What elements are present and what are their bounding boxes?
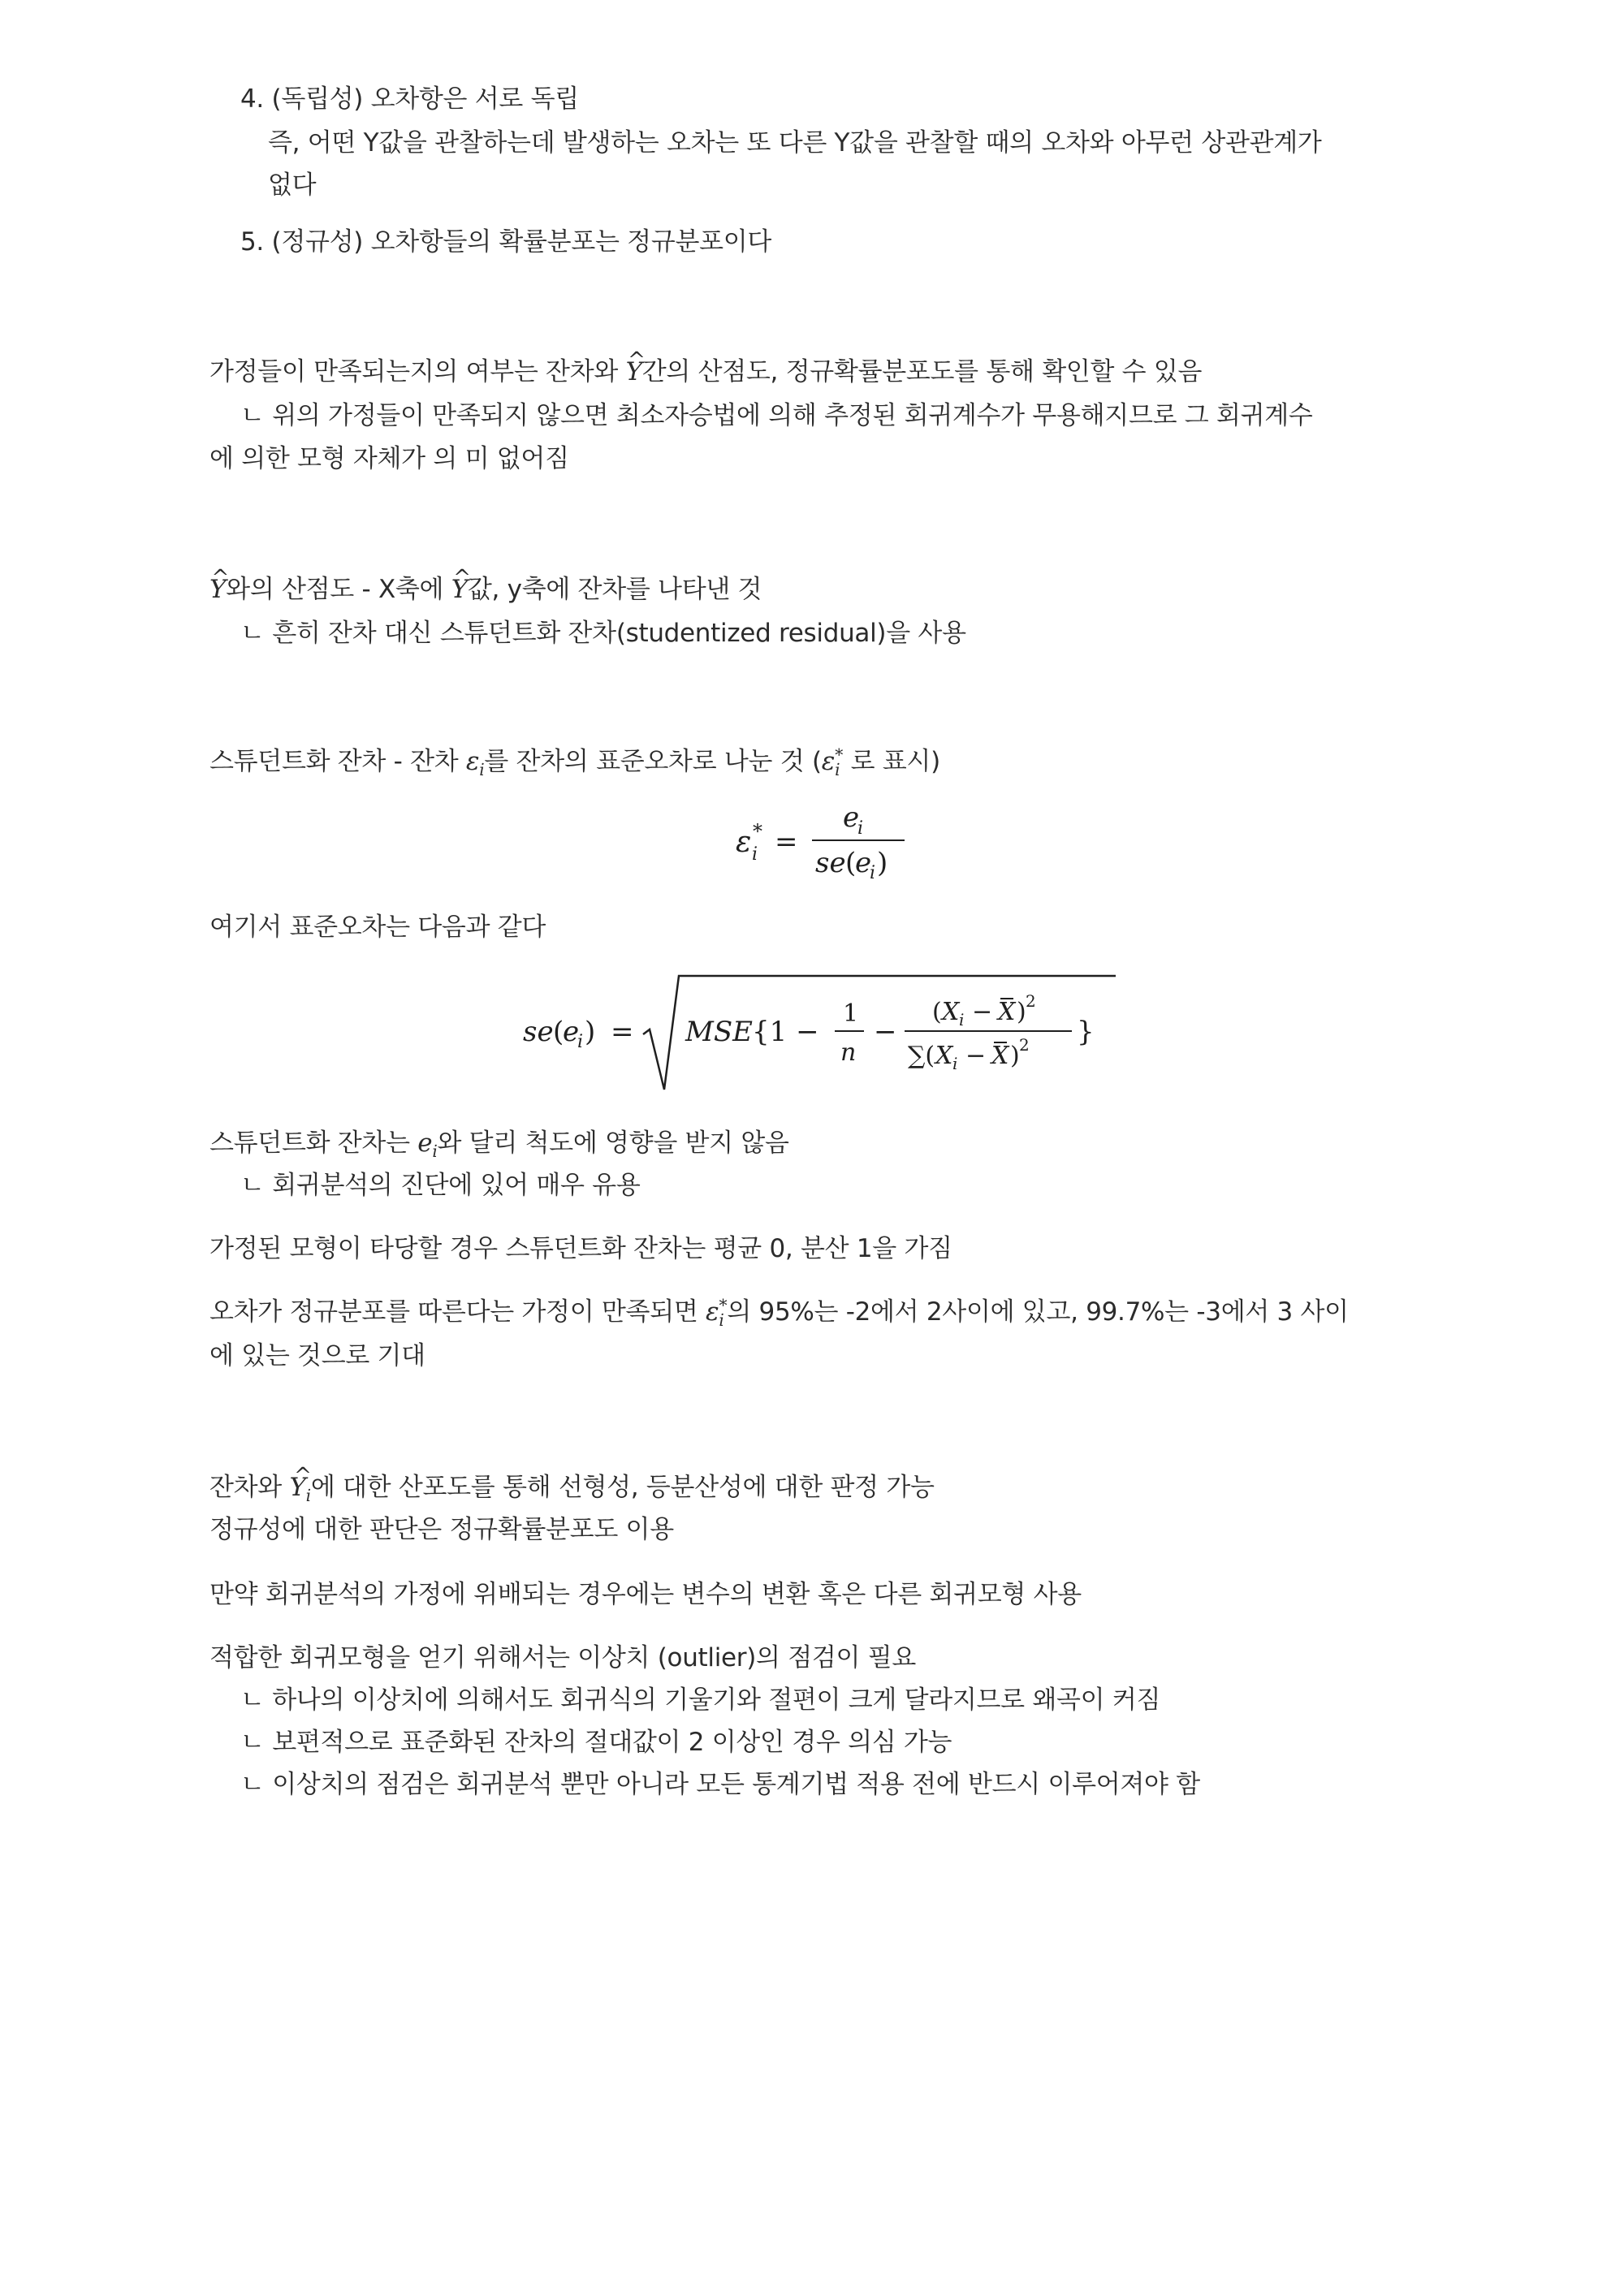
y-hat-symbol: ^ Y <box>626 356 642 388</box>
scatter-definition: ^ Y와의 산점도 - X축에 ^ Y값, y축에 잔차를 나타낸 것 <box>209 573 762 606</box>
svg-text:se: se <box>523 1016 554 1048</box>
violation-note: 만약 회귀분석의 가정에 위배되는 경우에는 변수의 변환 혹은 다른 회귀모형 사용 <box>209 1580 1082 1609</box>
svg-text:−: − <box>972 998 993 1026</box>
judgement-linearity: 잔차와 ^ $Y_i$에 대한 산포도를 통해 선형성, 등분산성에 대한 판정 가능 <box>209 1471 935 1504</box>
svg-text:se: se <box>815 847 846 879</box>
svg-text:=: = <box>611 1016 634 1048</box>
assumption-5-title: 5. (정규성) 오차항들의 확률분포는 정규분포이다 <box>240 227 772 257</box>
y-hat-symbol: ^ Y <box>451 573 468 606</box>
standard-error-intro: 여기서 표준오차는 다음과 같다 <box>209 913 546 942</box>
studentized-residual-formula <box>731 797 918 887</box>
assumption-4-body-cont: 없다 <box>268 170 317 200</box>
normal-range-note-cont: 에 있는 것으로 기대 <box>209 1341 425 1370</box>
studentized-definition: 스튜던트화 잔차 - 잔차 $\varepsilon_i$를 잔차의 표준오차로 나눈 것 ($\varepsilon_i^*$ 로 표시) <box>209 744 940 780</box>
mean-variance-note: 가정된 모형이 타당할 경우 스튜던트화 잔차는 평균 0, 분산 1을 가짐 <box>209 1234 952 1263</box>
scale-invariance-note: 스튜던트화 잔차는 $e_i$와 달리 척도에 영향을 받지 않음 <box>209 1129 789 1162</box>
svg-text:i: i <box>952 1054 958 1073</box>
svg-text:∑(: ∑( <box>908 1042 935 1070</box>
svg-text:i: i <box>959 1010 965 1029</box>
assumption-4-body: 즉, 어떤 Y값을 관찰하는데 발생하는 오차는 또 다른 Y값을 관찰할 때의 오차와 아무런 상관관계가 <box>268 128 1322 158</box>
y-hat-symbol: ^ $Y_i$ <box>290 1471 311 1504</box>
svg-text:): ) <box>1010 1042 1020 1070</box>
check-consequence-cont: 에 의한 모형 자체가 의 미 없어짐 <box>209 444 569 473</box>
svg-text:e: e <box>563 1016 580 1048</box>
svg-text:(: ( <box>845 847 857 879</box>
outlier-bullet: ㄴ 하나의 이상치에 의해서도 회귀식의 기울기와 절편이 크게 달라지므로 왜곡이 커짐 <box>240 1685 1161 1715</box>
svg-text:}: } <box>1077 1016 1095 1048</box>
svg-text:2: 2 <box>1019 1035 1030 1055</box>
svg-text:i: i <box>577 1032 584 1052</box>
normal-range-note: 오차가 정규분포를 따른다는 가정이 만족되면 $\varepsilon_i^*$의 95%는 -2에서 2사이에 있고, 99.7%는 -3에서 3 사이 <box>209 1295 1349 1331</box>
svg-text:e: e <box>855 847 872 879</box>
assumption-4-title: 4. (독립성) 오차항은 서로 독립 <box>240 84 579 114</box>
svg-text:i: i <box>857 818 864 839</box>
svg-text:=: = <box>775 826 798 858</box>
svg-text:2: 2 <box>1026 991 1036 1011</box>
outlier-bullet: ㄴ 이상치의 점검은 회귀분석 뿐만 아니라 모든 통계기법 적용 전에 반드시 이루어져야 함 <box>240 1770 1200 1799</box>
outlier-title: 적합한 회귀모형을 얻기 위해서는 이상치 (outlier)의 점검이 필요 <box>209 1643 917 1672</box>
svg-text:(: ( <box>553 1016 564 1048</box>
svg-text:−: − <box>874 1016 897 1048</box>
svg-text:X: X <box>998 998 1016 1026</box>
judgement-normality: 정규성에 대한 판단은 정규확률분포도 이용 <box>209 1515 674 1544</box>
svg-text:): ) <box>877 847 888 879</box>
check-consequence: ㄴ 위의 가정들이 만족되지 않으면 최소자승법에 의해 추정된 회귀계수가 무용해지므로 그 회귀계수 <box>240 401 1313 430</box>
svg-text:{1 −: {1 − <box>752 1016 819 1048</box>
svg-text:e: e <box>843 801 860 834</box>
outlier-bullet: ㄴ 보편적으로 표준화된 잔차의 절대값이 2 이상인 경우 의심 가능 <box>240 1728 952 1757</box>
svg-text:): ) <box>1017 998 1026 1026</box>
svg-text:1: 1 <box>843 999 859 1028</box>
svg-text:n: n <box>840 1038 857 1067</box>
scale-invariance-sub: ㄴ 회귀분석의 진단에 있어 매우 유용 <box>240 1171 641 1200</box>
svg-text:i: i <box>870 863 876 883</box>
scatter-note: ㄴ 흔히 잔차 대신 스튜던트화 잔차(studentized residual)을 사용 <box>240 619 966 648</box>
svg-text:ε: ε <box>736 826 752 859</box>
svg-text:(: ( <box>932 998 942 1026</box>
svg-text:): ) <box>585 1016 596 1048</box>
standard-error-formula <box>520 968 1121 1106</box>
svg-text:X: X <box>935 1042 953 1070</box>
svg-text:*: * <box>753 820 762 843</box>
svg-text:MSE: MSE <box>685 1016 753 1048</box>
svg-text:−: − <box>965 1042 987 1070</box>
check-paragraph: 가정들이 만족되는지의 여부는 잔차와 ^ Y간의 산점도, 정규확률분포도를 통해 확인할 수 있음 <box>209 356 1202 388</box>
y-hat-symbol: ^ Y <box>209 573 226 606</box>
svg-text:X: X <box>942 998 960 1026</box>
svg-text:X: X <box>991 1042 1009 1070</box>
svg-text:i: i <box>752 844 758 865</box>
